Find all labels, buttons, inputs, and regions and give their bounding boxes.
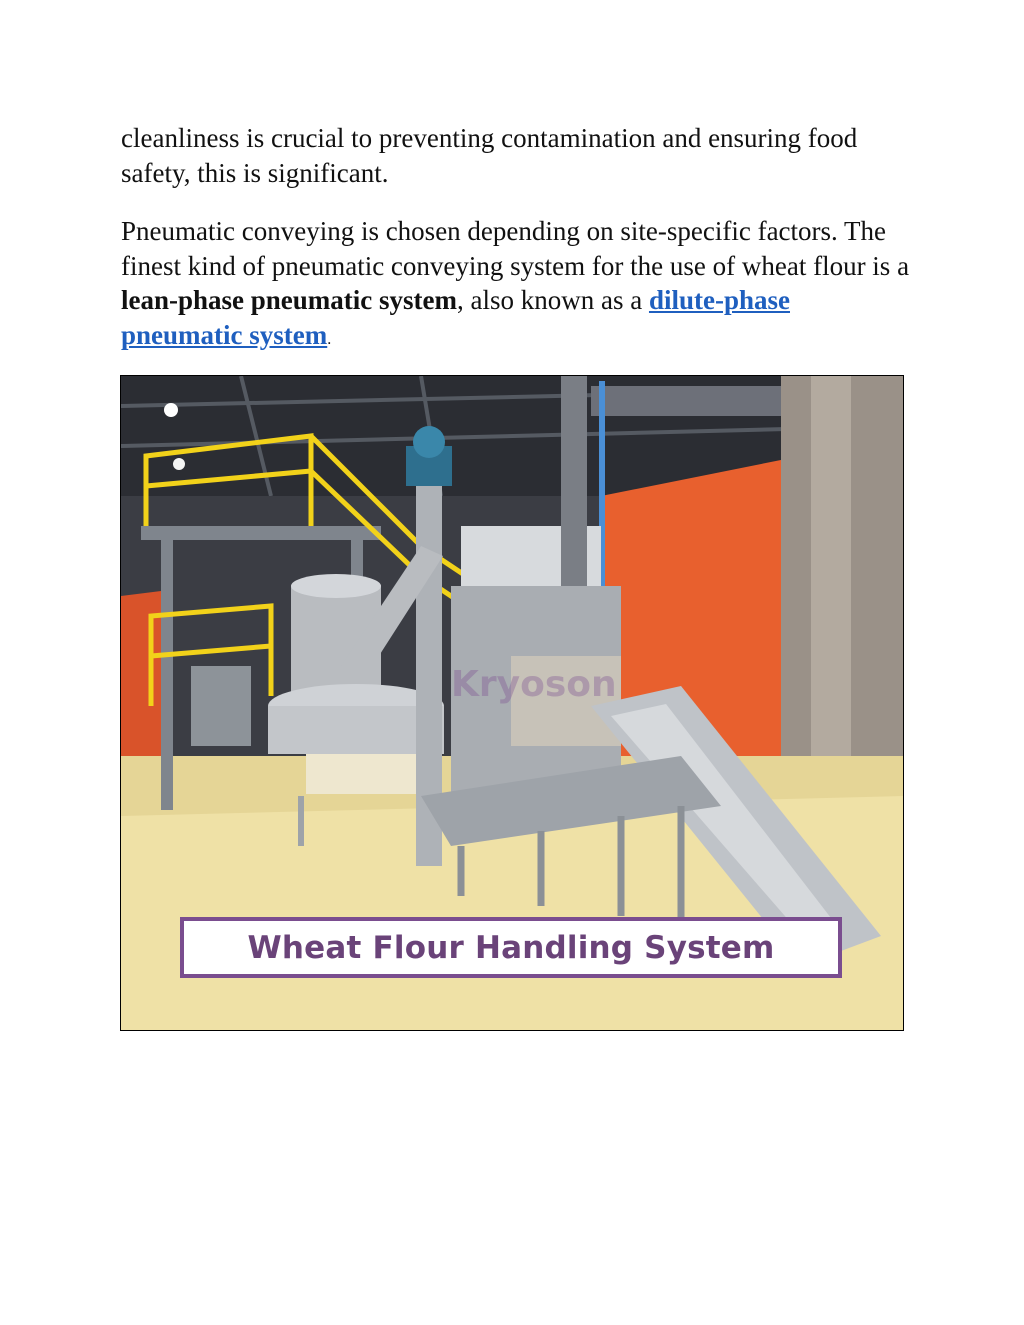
sifter-base xyxy=(306,754,416,794)
ceiling-light xyxy=(173,458,185,470)
exhaust-duct xyxy=(561,376,587,586)
bold-term-lean-phase: lean-phase pneumatic system xyxy=(121,285,457,315)
tank-top xyxy=(291,574,381,598)
paragraph-text-start: Pneumatic conveying is chosen depending on site-specific factors. The finest kind of pneumatic conveying system for the use of wheat flour is a xyxy=(121,216,910,281)
figure-caption-box xyxy=(180,917,842,978)
figure-caption: Wheat Flour Handling System xyxy=(247,929,775,966)
dilute-phase-link[interactable]: dilute-phase pneumatic system xyxy=(121,285,790,350)
watermark-logo: Kryoson xyxy=(451,664,617,705)
platform-deck xyxy=(141,526,381,540)
paragraph-pneumatic-conveying xyxy=(121,214,911,357)
electrical-panel xyxy=(191,666,251,746)
paragraph-cleanliness xyxy=(121,121,911,190)
paragraph-text-middle: , also known as a xyxy=(457,285,649,315)
paragraph-period: . xyxy=(327,330,332,348)
motor-cap xyxy=(413,426,445,458)
paragraph-text: cleanliness is crucial to preventing contamination and ensuring food safety, this is significant. xyxy=(121,123,858,188)
platform-leg xyxy=(161,540,173,810)
ceiling-light xyxy=(164,403,178,417)
